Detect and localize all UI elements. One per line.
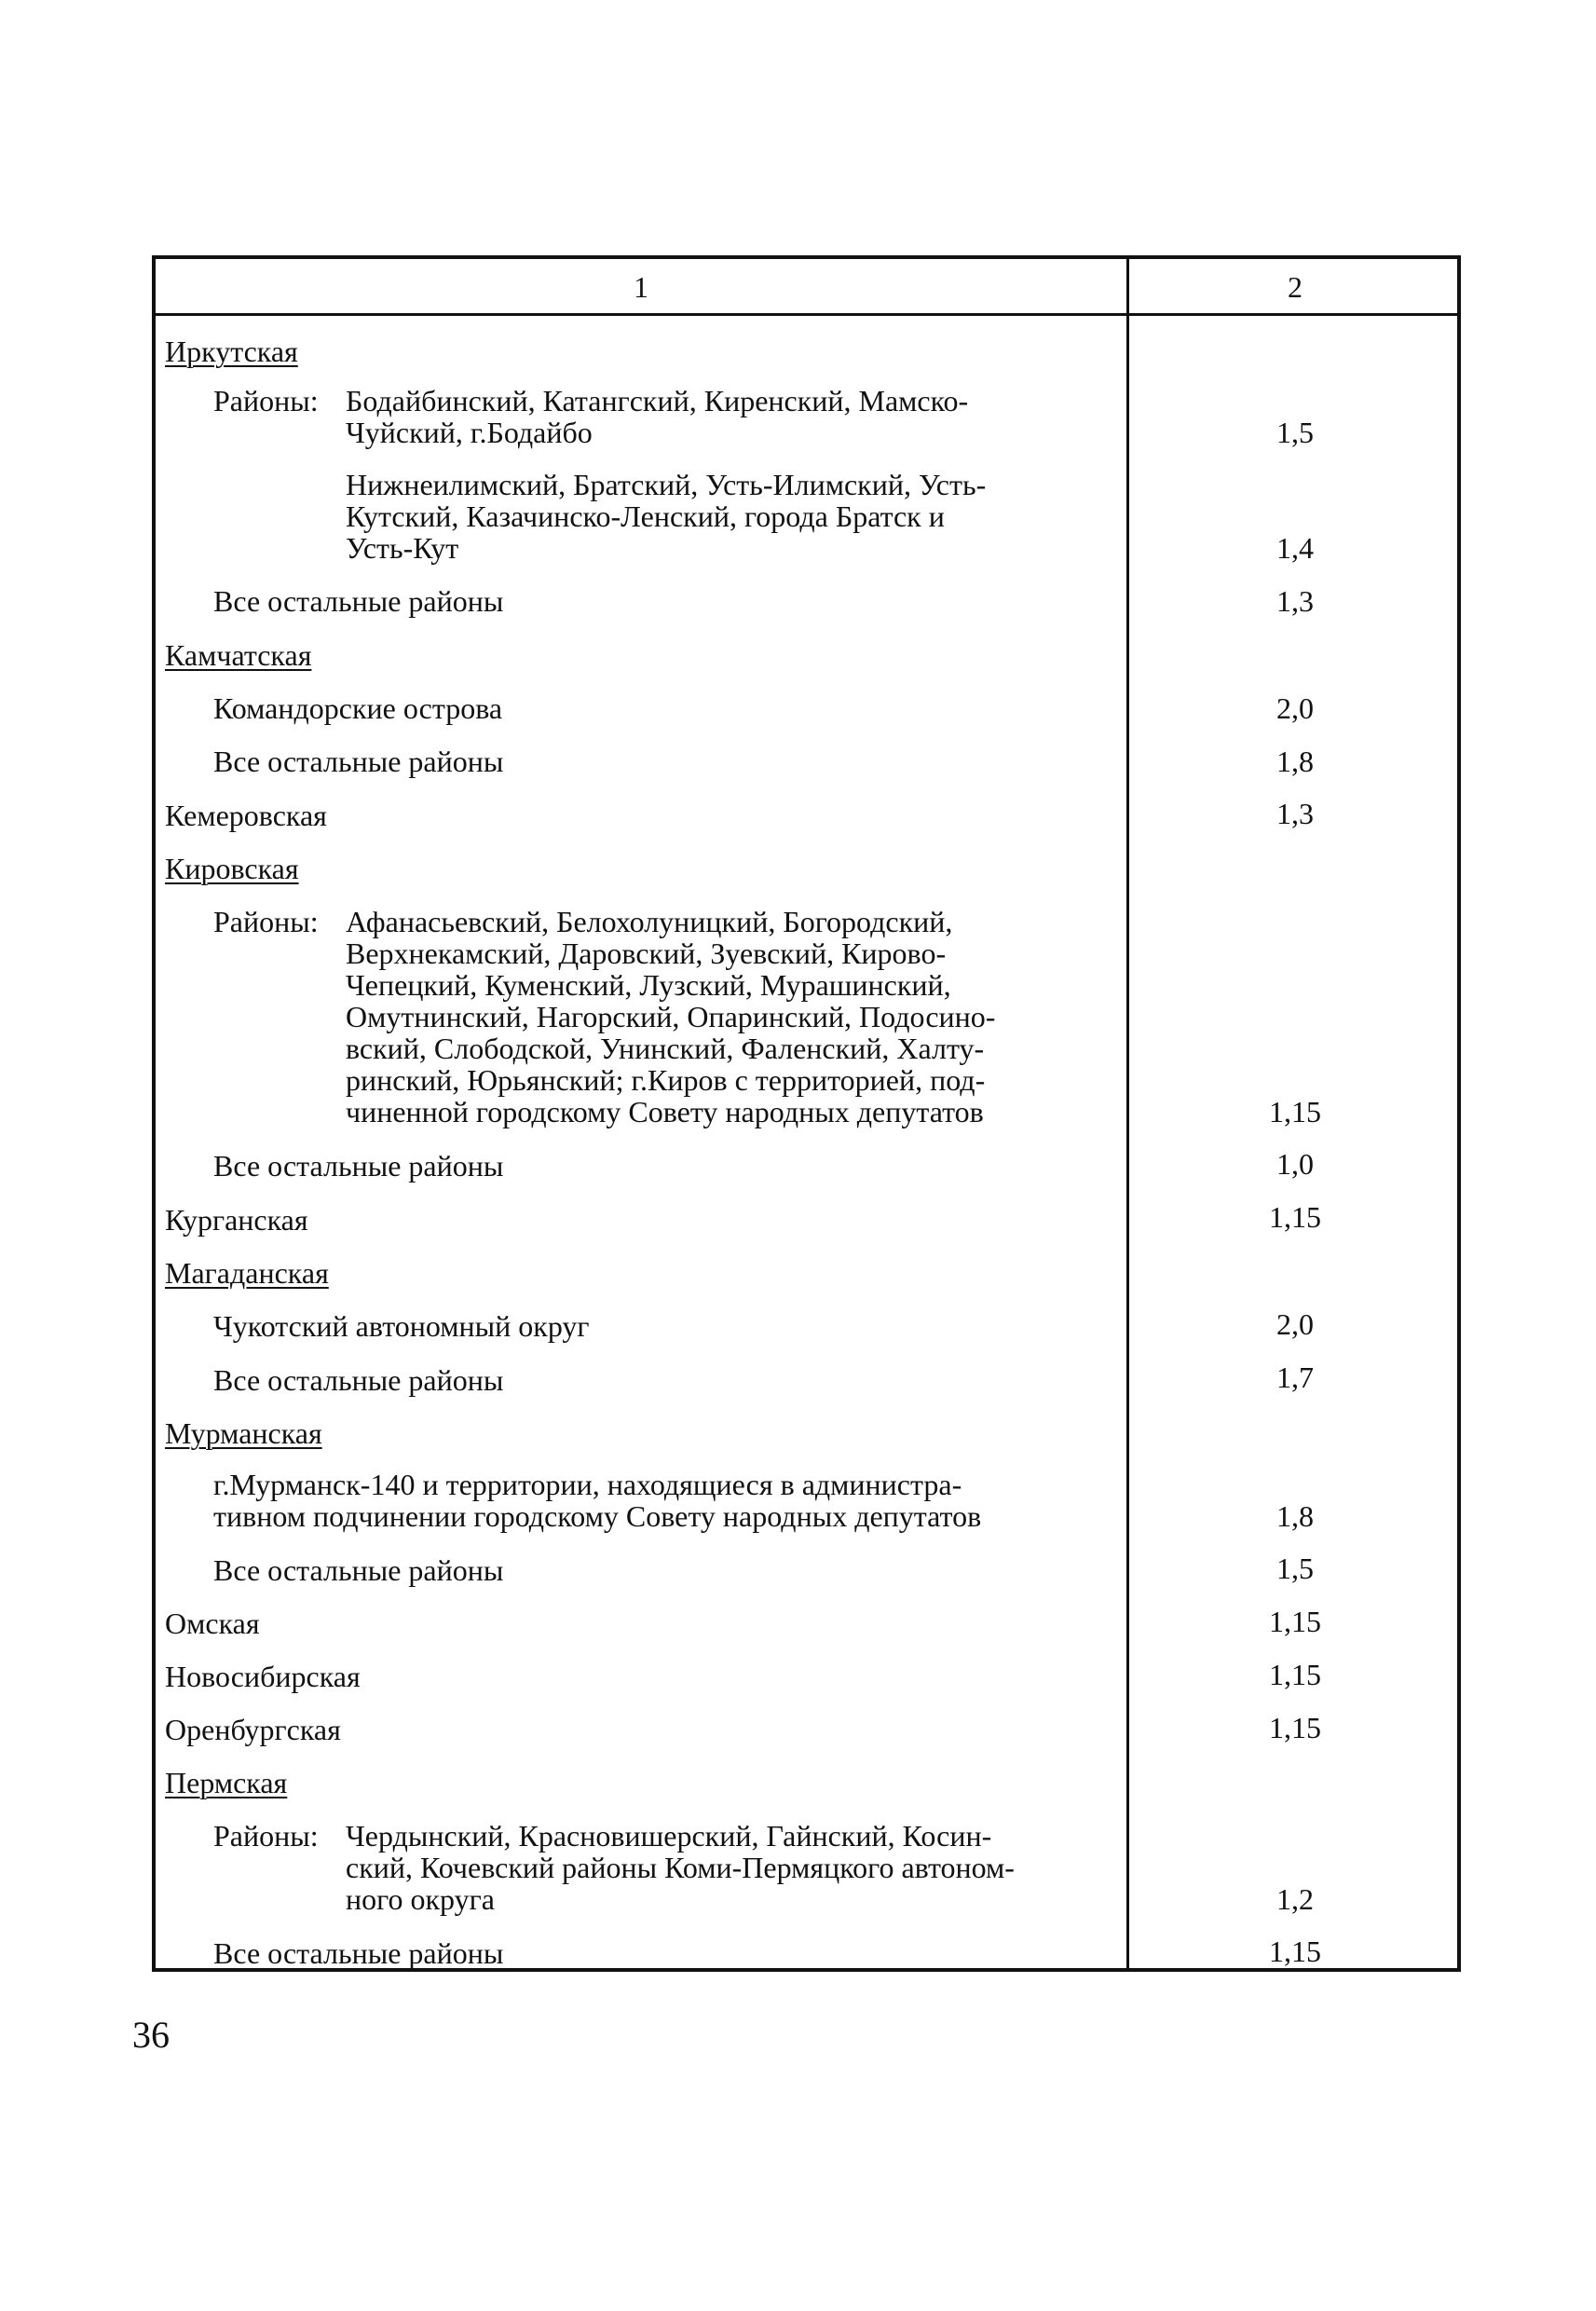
row-text-line: Афанасьевский, Белохолуницкий, Богородский,: [346, 905, 953, 938]
region-title-perm: Пермская: [165, 1766, 288, 1799]
row-text-line: Верхнекамский, Даровский, Зуевский, Кирово-: [346, 937, 947, 970]
row-text-line: Омутнинский, Нагорский, Опаринский, Подосино-: [346, 1000, 996, 1033]
region-title-omsk: Омская: [165, 1607, 260, 1640]
region-title-murmansk: Мурманская: [165, 1416, 322, 1450]
coefficient-value: 1,7: [1276, 1361, 1314, 1394]
row-text-line: ский, Кочевский районы Коми-Пермяцкого автоном-: [346, 1851, 1015, 1884]
row-text-line: Кутский, Казачинско-Ленский, города Братск и: [346, 499, 945, 533]
coefficient-value: 1,8: [1276, 745, 1314, 778]
coefficient-value: 1,15: [1269, 1711, 1321, 1744]
row-text: Все остальные районы: [213, 584, 504, 618]
coefficient-value: 1,15: [1269, 1200, 1321, 1234]
row-text-line: ного округа: [346, 1882, 495, 1916]
row-text: Все остальные районы: [213, 1363, 504, 1397]
region-title-kemerovo: Кемеровская: [165, 799, 327, 832]
region-title-irkutsk: Иркутская: [165, 335, 298, 368]
row-text-line: ринский, Юрьянский; г.Киров с территорией, под-: [346, 1063, 986, 1097]
region-title-magadan: Магаданская: [165, 1256, 329, 1290]
row-text: Все остальные районы: [213, 1936, 504, 1970]
row-text: Командорские острова: [213, 691, 503, 725]
column-header-2: 2: [1288, 270, 1303, 304]
districts-label: Районы:: [213, 1819, 319, 1853]
coefficient-value: 1,5: [1276, 1552, 1314, 1585]
coefficient-value: 1,15: [1269, 1095, 1321, 1128]
coefficient-value: 1,5: [1276, 416, 1314, 449]
header-divider: [156, 313, 1457, 316]
districts-label: Районы:: [213, 905, 319, 938]
region-title-novosibirsk: Новосибирская: [165, 1660, 361, 1693]
column-header-1: 1: [634, 270, 648, 304]
districts-label: Районы:: [213, 384, 319, 417]
region-title-kamchatka: Камчатская: [165, 638, 312, 672]
row-text-line: г.Мурманск-140 и территории, находящиеся в администра-: [213, 1468, 962, 1501]
row-text-line: Бодайбинский, Катангский, Киренский, Мамско-: [346, 384, 969, 417]
region-title-kurgan: Курганская: [165, 1203, 308, 1237]
row-text-line: тивном подчинении городскому Совету народных депутатов: [213, 1499, 982, 1533]
coefficient-value: 2,0: [1276, 691, 1314, 725]
row-text: Все остальные районы: [213, 1553, 504, 1587]
region-title-orenburg: Оренбургская: [165, 1713, 341, 1746]
coefficient-value: 1,8: [1276, 1499, 1314, 1533]
row-text: Все остальные районы: [213, 1149, 504, 1183]
page-number: 36: [132, 2014, 170, 2056]
data-table: [152, 255, 1461, 1972]
coefficient-value: 1,15: [1269, 1658, 1321, 1691]
row-text-line: Чепецкий, Куменский, Лузский, Мурашинский,: [346, 968, 951, 1002]
row-text-line: Чуйский, г.Бодайбо: [346, 416, 593, 449]
region-title-kirov: Кировская: [165, 852, 299, 885]
row-text-line: Усть-Кут: [346, 531, 459, 565]
row-text: Все остальные районы: [213, 745, 504, 778]
row-text-line: вский, Слободской, Унинский, Фаленский, Халту-: [346, 1032, 985, 1065]
coefficient-value: 2,0: [1276, 1307, 1314, 1341]
coefficient-value: 1,2: [1276, 1882, 1314, 1916]
coefficient-value: 1,15: [1269, 1935, 1321, 1968]
row-text-line: чиненной городскому Совету народных депутатов: [346, 1095, 984, 1128]
row-text-line: Нижнеилимский, Братский, Усть-Илимский, Усть-: [346, 468, 987, 501]
coefficient-value: 1,15: [1269, 1605, 1321, 1638]
row-text-line: Чердынский, Красновишерский, Гайнский, Косин-: [346, 1819, 992, 1853]
coefficient-value: 1,3: [1276, 797, 1314, 830]
coefficient-value: 1,0: [1276, 1147, 1314, 1181]
row-text: Чукотский автономный округ: [213, 1309, 590, 1343]
coefficient-value: 1,4: [1276, 531, 1314, 565]
coefficient-value: 1,3: [1276, 584, 1314, 618]
